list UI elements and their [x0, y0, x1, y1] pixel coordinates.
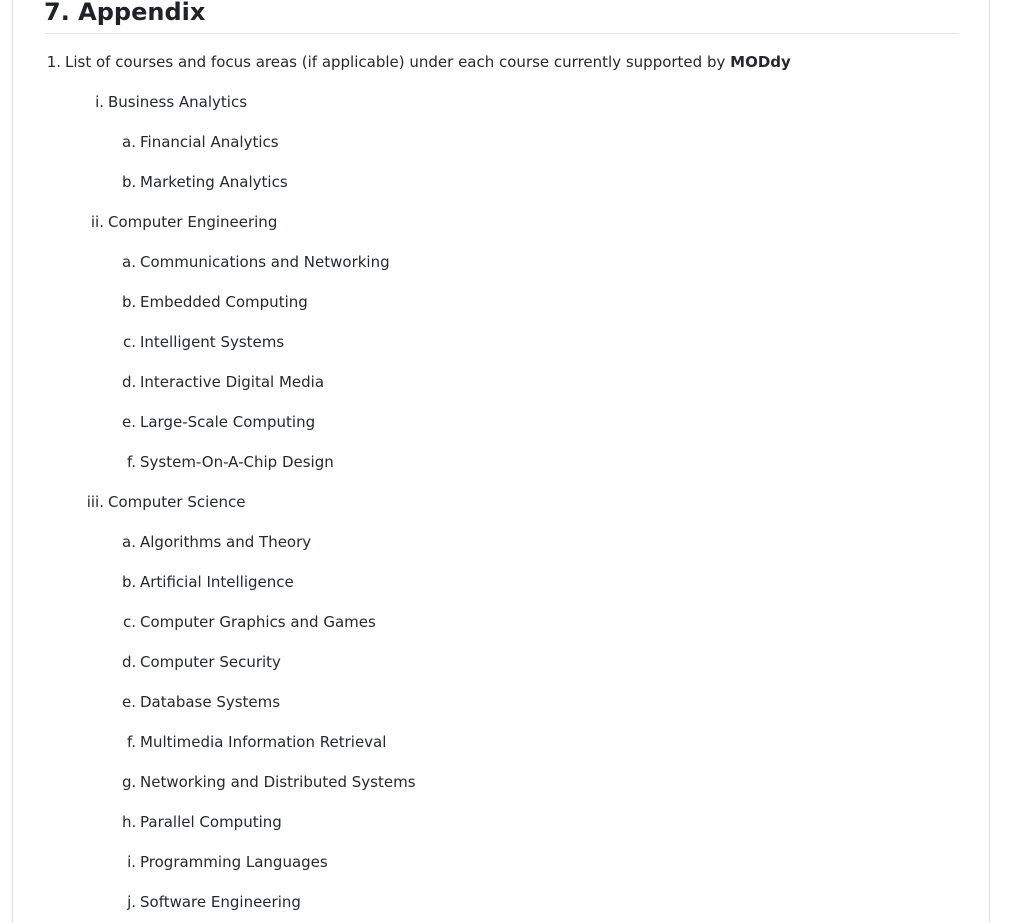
focus-area-marker: f. — [127, 453, 136, 471]
focus-area-name: Networking and Distributed Systems — [140, 773, 416, 791]
focus-area-marker: j. — [127, 893, 136, 911]
focus-area-name: Intelligent Systems — [140, 333, 285, 351]
focus-area-name: Multimedia Information Retrieval — [140, 733, 387, 751]
focus-area-name: Embedded Computing — [140, 293, 308, 311]
course-item — [78, 92, 247, 112]
focus-area-marker: e. — [122, 413, 136, 431]
focus-area-marker: b. — [122, 293, 137, 311]
focus-area-item — [122, 412, 315, 432]
focus-area-name: Computer Security — [140, 653, 281, 671]
focus-area-name: Marketing Analytics — [140, 173, 288, 191]
course-marker: i. — [95, 93, 104, 111]
focus-area-item — [122, 172, 288, 192]
course-name: Business Analytics — [108, 93, 248, 111]
focus-area-marker: c. — [122, 333, 136, 351]
focus-area-item — [122, 612, 376, 632]
course-name: Computer Engineering — [108, 213, 278, 231]
section-heading: 7. Appendix — [44, 0, 206, 26]
focus-area-name: Database Systems — [140, 693, 281, 711]
focus-area-name: Programming Languages — [140, 853, 328, 871]
brand-name: MODdy — [730, 53, 791, 71]
focus-area-marker: h. — [122, 813, 137, 831]
focus-area-item — [122, 292, 308, 312]
focus-area-item — [122, 532, 311, 552]
focus-area-name: Communications and Networking — [140, 253, 390, 271]
course-marker: ii. — [90, 213, 104, 231]
focus-area-marker: a. — [122, 253, 136, 271]
focus-area-marker: g. — [122, 773, 137, 791]
course-item — [78, 492, 245, 512]
focus-area-marker: b. — [122, 173, 137, 191]
focus-area-marker: d. — [122, 373, 137, 391]
focus-area-item — [122, 772, 416, 792]
focus-area-marker: i. — [127, 853, 136, 871]
focus-area-item — [122, 372, 324, 392]
focus-area-item — [122, 572, 294, 592]
focus-area-marker: f. — [127, 733, 136, 751]
focus-area-item — [122, 652, 281, 672]
list-item-text: List of courses and focus areas (if applicable) under each course currently supported by — [65, 53, 726, 71]
focus-area-name: Large-Scale Computing — [140, 413, 316, 431]
focus-area-item — [122, 692, 280, 712]
focus-area-item — [122, 332, 284, 352]
focus-area-marker: d. — [122, 653, 137, 671]
focus-area-name: Interactive Digital Media — [140, 373, 325, 391]
focus-area-item — [122, 852, 328, 872]
course-marker: iii. — [86, 493, 104, 511]
course-item — [78, 212, 277, 232]
focus-area-name: Financial Analytics — [140, 133, 279, 151]
focus-area-name: Algorithms and Theory — [140, 533, 312, 551]
course-name: Computer Science — [108, 493, 246, 511]
focus-area-marker: b. — [122, 573, 137, 591]
focus-area-name: Computer Graphics and Games — [140, 613, 376, 631]
list-marker: 1. — [46, 53, 61, 71]
focus-area-name: System-On-A-Chip Design — [140, 453, 334, 471]
heading-divider — [44, 33, 959, 34]
focus-area-item — [122, 132, 279, 152]
focus-area-item — [122, 732, 386, 752]
focus-area-item — [122, 892, 301, 912]
list-item-intro — [45, 52, 791, 72]
focus-area-marker: a. — [122, 533, 136, 551]
focus-area-name: Artificial Intelligence — [140, 573, 294, 591]
focus-area-marker: c. — [122, 613, 136, 631]
focus-area-item — [122, 252, 390, 272]
focus-area-name: Software Engineering — [140, 893, 301, 911]
focus-area-marker: e. — [122, 693, 136, 711]
focus-area-name: Parallel Computing — [140, 813, 282, 831]
focus-area-marker: a. — [122, 133, 136, 151]
focus-area-item — [122, 452, 334, 472]
focus-area-item — [122, 812, 282, 832]
